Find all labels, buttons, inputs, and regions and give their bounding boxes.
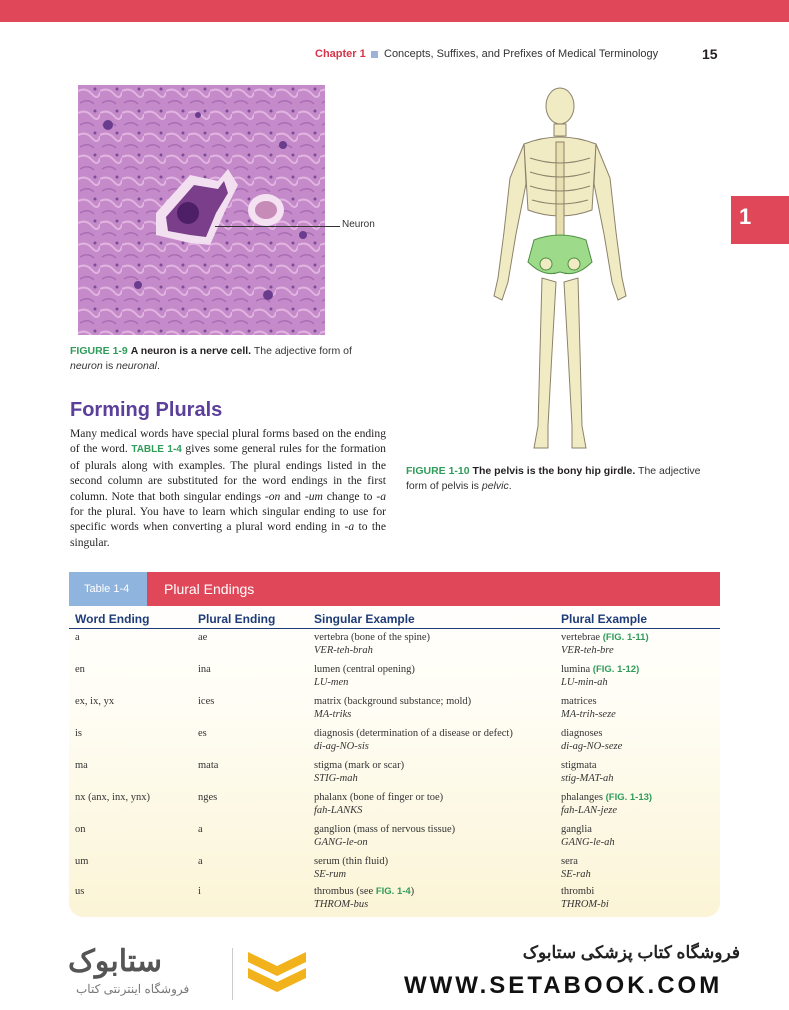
pronunciation: THROM-bus [314,898,369,910]
example-text: thrombus (see [314,886,376,897]
plural-example-cell [561,856,591,881]
table-row [69,696,720,728]
caption-term: neuronal [116,360,157,372]
paragraph-text: to the singular. [70,520,386,549]
example-text: matrix (background substance; mold) [314,696,472,707]
column-header: Plural Example [561,612,648,626]
plural-ending-cell: es [198,728,207,739]
chapter-title: Concepts, Suffixes, and Prefixes of Medical Terminology [384,48,659,60]
figure-1-9-caption [70,344,370,374]
example-text: phalanx (bone of finger or toe) [314,792,444,803]
figure-reference-link[interactable]: FIG. 1-4 [375,886,411,897]
singular-example-cell [314,664,415,689]
table-row [69,760,720,792]
pronunciation: di-ag-NO-seze [561,740,623,752]
plural-ending-cell: a [198,824,203,835]
example-text: ganglia [561,824,592,835]
plural-ending-cell: ices [198,696,215,707]
caption-term: neuron [70,360,103,372]
table-row [69,728,720,760]
table-title: Plural Endings [164,581,255,597]
plural-ending-cell: ae [198,632,208,643]
example-text: lumen (central opening) [314,664,415,675]
figure-reference-link[interactable]: (FIG. 1-12) [592,664,640,675]
word-ending-cell: ex, ix, yx [75,696,115,707]
neuron-micrograph-image [78,85,325,335]
plural-endings-table [69,572,720,917]
table-row [69,856,720,888]
plural-ending-cell: mata [198,760,219,771]
example-text: stigmata [561,760,597,771]
singular-example-cell [314,792,443,817]
example-text: matrices [561,696,597,707]
pronunciation: MA-triks [314,708,352,720]
plural-example-cell [561,728,622,753]
pronunciation: fah-LAN-jeze [561,804,617,816]
pronunciation: GANG-le-ah [561,836,615,848]
paragraph-text: and [280,489,305,503]
example-text: diagnoses [561,728,603,739]
chevron-logo-icon [244,948,310,998]
word-ending-cell: us [75,886,85,897]
section-heading: Forming Plurals [70,399,223,421]
store-url-link[interactable]: WWW.SETABOOK.COM [404,972,723,999]
singular-example-cell [314,824,455,849]
column-header: Word Ending [75,612,150,626]
column-header: Singular Example [314,612,415,626]
word-ending-cell: a [75,632,80,643]
figure-number: FIGURE 1-9 [70,345,128,357]
store-logo-subtitle: فروشگاه اینترنتی کتاب [76,982,190,996]
pronunciation: LU-min-ah [561,676,608,688]
plural-example-cell [561,792,652,817]
pronunciation: di-ag-NO-sis [314,740,369,752]
pronunciation: THROM-bi [561,898,609,910]
word-ending-cell: nx (anx, inx, ynx) [75,792,150,803]
table-row [69,664,720,696]
caption-text: The adjective form of [251,345,352,357]
pronunciation: SE-rah [561,868,591,880]
plural-example-cell [561,760,614,785]
word-ending-cell: is [75,728,83,739]
example-text: thrombi [561,886,595,897]
chapter-tab-number: 1 [739,204,752,229]
paragraph-text: for the plural. You have to learn which singular ending to use for specific words when converting a plural word ending in [70,505,386,534]
logo-divider [232,948,233,1000]
figure-1-10-caption [406,464,716,494]
chapter-label: Chapter 1 [315,48,366,60]
plural-ending-cell: i [198,886,201,897]
plural-example-cell [561,632,649,657]
table-row [69,792,720,824]
ending-term: -um [304,489,323,503]
figure-reference-link[interactable]: (FIG. 1-11) [602,632,649,643]
word-ending-cell: en [75,664,85,675]
plural-ending-cell: nges [198,792,218,803]
table-label-box [69,572,147,606]
example-text: ganglion (mass of nervous tissue) [314,824,456,835]
figure-reference-link[interactable]: (FIG. 1-13) [605,792,653,803]
pronunciation: MA-trih-seze [561,708,616,720]
skeleton-illustration-image [480,82,640,460]
pronunciation: SE-rum [314,868,347,880]
running-head [0,48,789,64]
body-paragraph [70,426,386,550]
table-row [69,632,720,664]
word-ending-cell: um [75,856,89,867]
top-color-bar [0,0,789,22]
plural-ending-cell: ina [198,664,211,675]
page-number: 15 [702,46,718,62]
pronunciation: LU-men [314,676,349,688]
caption-term: pelvic [481,480,509,492]
singular-example-cell [314,632,430,657]
word-ending-cell: on [75,824,86,835]
example-text: lumina [561,664,593,675]
example-text: vertebrae [561,632,603,643]
figure-title: A neuron is a nerve cell. [130,345,252,357]
singular-example-cell [314,728,513,753]
pronunciation: fah-LANKS [314,804,363,816]
plural-example-cell [561,824,615,849]
singular-example-cell [314,856,388,881]
example-text: stigma (mark or scar) [314,760,405,771]
neuron-callout-line [215,226,340,227]
table-reference-link[interactable]: TABLE 1-4 [131,444,182,456]
table-header-bar [69,572,720,606]
ending-term: -a [376,489,387,503]
caption-text: . [157,360,160,372]
caption-text: is [102,360,117,372]
example-text: phalanges [561,792,606,803]
table-row [69,824,720,856]
paragraph-text: Many medical words have special plural forms based on the ending of the word. [70,427,386,456]
ending-term: -on [264,489,281,503]
plural-example-cell [561,664,639,689]
neuron-callout-label: Neuron [342,219,375,230]
figure-title: The pelvis is the bony hip girdle. [472,465,636,477]
example-text: serum (thin fluid) [314,856,389,867]
paragraph-text: gives some general rules for the formation of plurals along with examples. The plural endings listed in the second column are substituted for the word endings in the first column. Note that both singular endings [70,442,386,503]
pronunciation: VER-teh-brah [314,644,373,656]
word-ending-cell: ma [75,760,88,771]
store-name: فروشگاه کتاب پزشکی ستابوک [522,943,740,962]
pronunciation: VER-teh-bre [561,644,614,656]
example-text: ) [410,886,415,897]
ending-term: -a [344,520,355,534]
singular-example-cell [314,760,404,785]
caption-text: The adjective form of pelvis is [406,465,701,492]
paragraph-text: change to [322,489,377,503]
pronunciation: STIG-mah [314,772,358,784]
separator-square-icon [371,51,378,58]
pronunciation: stig-MAT-ah [561,772,614,784]
figure-number: FIGURE 1-10 [406,465,470,477]
table-row [69,886,720,917]
column-header: Plural Ending [198,612,276,626]
table-label: Table 1-4 [84,583,130,595]
header-rule [69,628,720,629]
caption-text: . [508,480,512,492]
plural-example-cell [561,886,609,911]
singular-example-cell [314,696,471,721]
store-logo-text: ستابوک [68,945,163,978]
plural-example-cell [561,696,616,721]
pronunciation: GANG-le-on [314,836,368,848]
singular-example-cell [314,886,414,911]
plural-ending-cell: a [198,856,203,867]
example-text: sera [561,856,578,867]
example-text: vertebra (bone of the spine) [314,632,431,643]
example-text: diagnosis (determination of a disease or defect) [314,728,513,739]
